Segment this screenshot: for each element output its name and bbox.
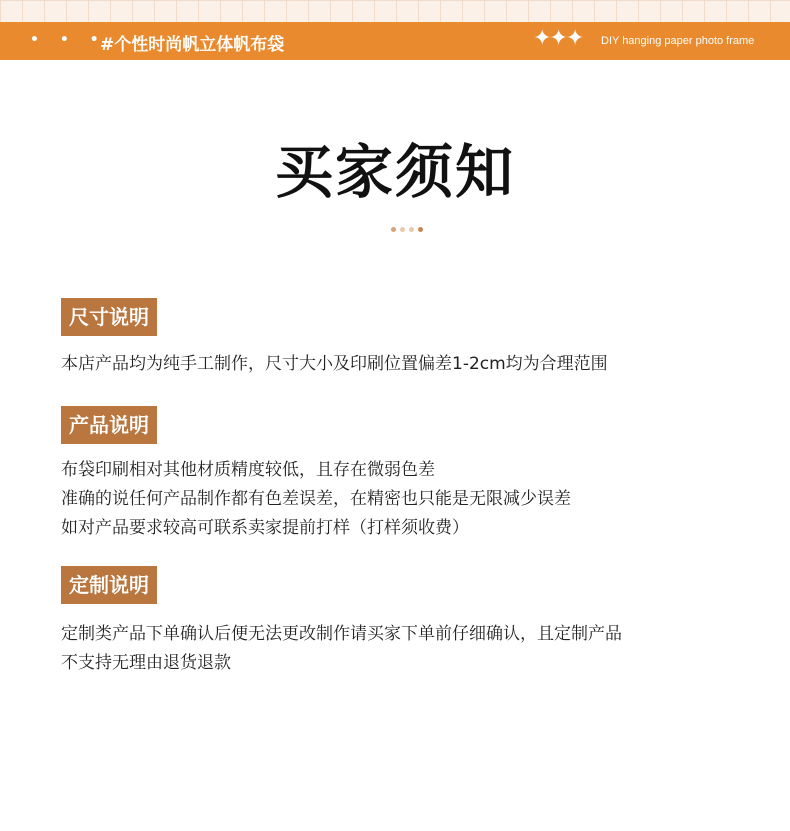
section-label-size: 尺寸说明 (61, 298, 157, 336)
section-line: 不支持无理由退货退款 (61, 653, 231, 673)
section-line: 布袋印刷相对其他材质精度较低，且存在微弱色差 (61, 460, 435, 480)
section-body-product (61, 456, 571, 543)
section-line: 本店产品均为纯手工制作，尺寸大小及印刷位置偏差1-2cm均为合理范围 (61, 354, 608, 374)
decor-dot (409, 227, 414, 232)
content-card (0, 60, 790, 831)
section-body-custom (61, 620, 622, 678)
header-dots: • • • (30, 32, 107, 48)
decor-dot (418, 227, 423, 232)
section-label-custom: 定制说明 (61, 566, 157, 604)
section-line: 如对产品要求较高可联系卖家提前打样（打样须收费） (61, 518, 469, 538)
decorative-dots (391, 227, 423, 232)
header-bar (0, 22, 790, 60)
header-subtitle: DIY hanging paper photo frame (601, 35, 755, 47)
decor-dot (400, 227, 405, 232)
page-title: 买家须知 (274, 138, 515, 206)
sparkle-stars-icon: ✦✦✦ (533, 26, 583, 51)
section-body-size (61, 350, 608, 379)
section-line: 定制类产品下单确认后便无法更改制作请买家下单前仔细确认，且定制产品 (61, 624, 622, 644)
decor-dot (391, 227, 396, 232)
grid-background (0, 0, 790, 22)
header-tag: #个性时尚帆立体帆布袋 (100, 35, 285, 55)
section-label-product: 产品说明 (61, 406, 157, 444)
section-line: 准确的说任何产品制作都有色差误差，在精密也只能是无限减少误差 (61, 489, 571, 509)
